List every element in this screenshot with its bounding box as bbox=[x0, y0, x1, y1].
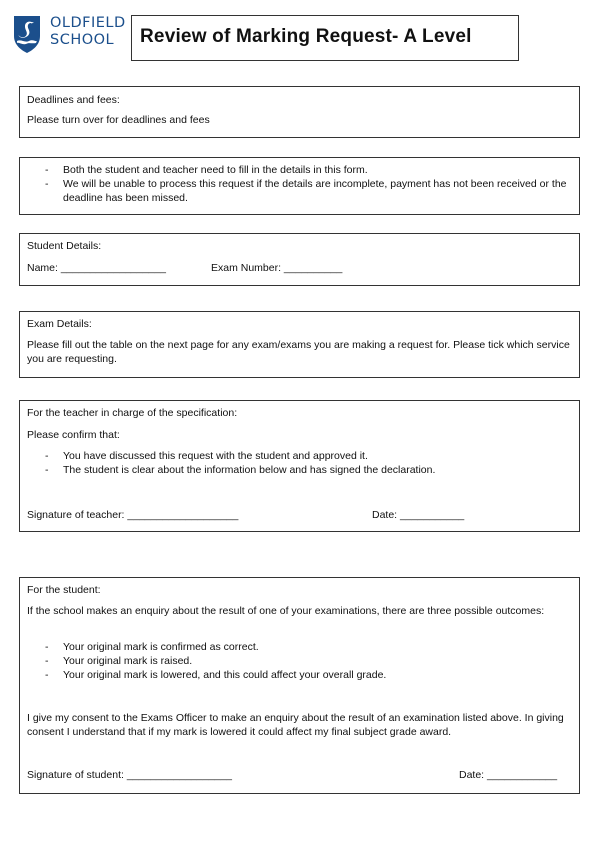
outcome-item: - Your original mark is lowered, and this could affect your overall grade. bbox=[27, 668, 572, 682]
notice-item: - Both the student and teacher need to fill in the details in this form. bbox=[27, 163, 572, 177]
student-heading: For the student: bbox=[27, 584, 101, 596]
teacher-signature-field[interactable]: Signature of teacher: ___________________ bbox=[27, 509, 239, 521]
deadlines-text: Please turn over for deadlines and fees bbox=[27, 114, 210, 126]
notice-item: - We will be unable to process this request if the details are incomplete, payment has not been received or the deadline has been missed. bbox=[27, 177, 572, 205]
outcome-list bbox=[27, 640, 572, 682]
exam-details-text: Please fill out the table on the next page for any exam/exams you are making a request for. Please tick which service you are requesting. bbox=[27, 339, 570, 365]
exam-details-section bbox=[19, 311, 580, 378]
student-details-section bbox=[19, 233, 580, 286]
swan-shield-icon bbox=[12, 14, 42, 54]
school-logo bbox=[12, 14, 142, 56]
deadlines-section bbox=[19, 86, 580, 138]
outcome-item: - Your original mark is raised. bbox=[27, 654, 572, 668]
teacher-confirm: Please confirm that: bbox=[27, 429, 120, 441]
exam-details-heading: Exam Details: bbox=[27, 318, 92, 330]
title-box bbox=[131, 15, 519, 61]
student-details-heading: Student Details: bbox=[27, 240, 102, 252]
name-field[interactable]: Name: __________________ bbox=[27, 262, 166, 274]
outcome-item: - Your original mark is confirmed as correct. bbox=[27, 640, 572, 654]
student-section bbox=[19, 577, 580, 794]
student-intro: If the school makes an enquiry about the result of one of your examinations, there are three possible outcomes: bbox=[27, 605, 545, 617]
notice-list bbox=[27, 163, 572, 205]
deadlines-heading: Deadlines and fees: bbox=[27, 94, 120, 106]
logo-line-2: SCHOOL bbox=[50, 32, 115, 48]
notice-section bbox=[19, 157, 580, 215]
student-signature-field[interactable]: Signature of student: __________________ bbox=[27, 769, 232, 781]
teacher-checklist bbox=[27, 449, 572, 477]
consent-text: I give my consent to the Exams Officer to make an enquiry about the result of an examination listed above. In giving consent I understand that if my mark is lowered it could affect my final subject grade award. bbox=[27, 712, 564, 738]
teacher-date-field[interactable]: Date: ___________ bbox=[372, 509, 465, 521]
teacher-checklist-item: - The student is clear about the information below and has signed the declaration. bbox=[27, 463, 572, 477]
logo-line-1: OLDFIELD bbox=[50, 15, 126, 31]
teacher-checklist-item: - You have discussed this request with the student and approved it. bbox=[27, 449, 572, 463]
student-date-field[interactable]: Date: ____________ bbox=[459, 769, 558, 781]
teacher-heading: For the teacher in charge of the specification: bbox=[27, 407, 238, 419]
page-title: Review of Marking Request- A Level bbox=[140, 26, 472, 47]
teacher-section bbox=[19, 400, 580, 532]
exam-number-field[interactable]: Exam Number: __________ bbox=[211, 262, 343, 274]
